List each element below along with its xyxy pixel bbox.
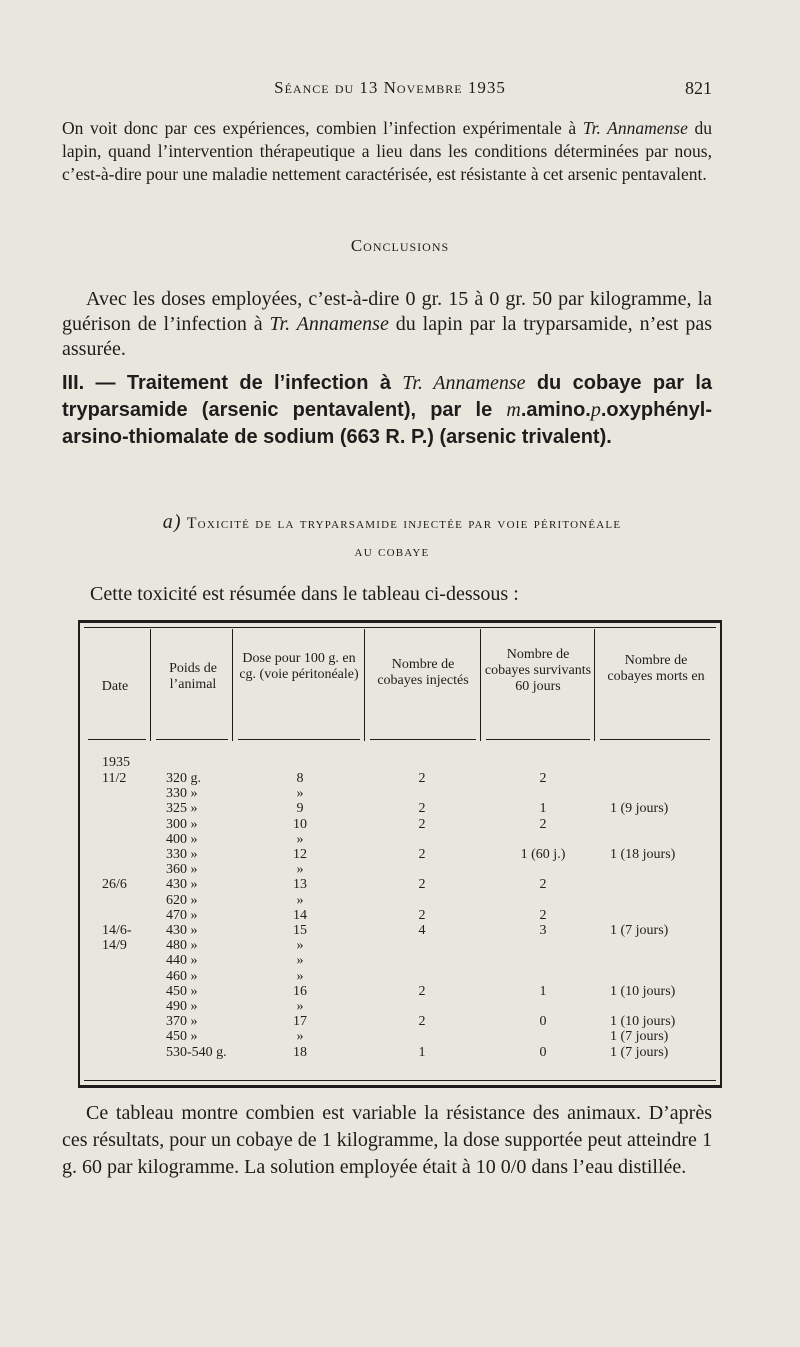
table-cell: 470 » [166, 907, 198, 923]
table-cell: 11/2 [102, 771, 127, 786]
table-cell: 1 [418, 1044, 426, 1060]
paragraph-conclusions: Avec les doses employées, c’est-à-dire 0 gr. 15 à 0 gr. 50 par kilogramme, la guérison de l’infection à Tr. Annamense du lapin par la tryparsamide, n’est pas assurée. [62, 288, 713, 360]
table-cell: 460 » [166, 968, 198, 984]
table-cell: 330 » [166, 847, 198, 862]
table-cell: 2 [418, 816, 426, 832]
table-cell: 330 » [166, 786, 198, 802]
table-cell: 1 (18 jours) [610, 847, 676, 862]
table-cell: 2 [418, 907, 426, 923]
table-cell: 2 [539, 877, 547, 893]
table-cell: 17 [293, 1014, 307, 1030]
table-cell: 0 [539, 1044, 547, 1060]
table-cell: » [296, 953, 304, 969]
page-number: 821 [685, 78, 712, 98]
running-header [60, 78, 720, 104]
table-cell: 300 » [166, 816, 198, 832]
table-cell: 18 [293, 1044, 307, 1060]
table-cell: 490 » [166, 999, 198, 1014]
table-cell: 450 » [166, 1029, 198, 1045]
subheading-toxicite: a) Toxicité de la tryparsamide injectée par voie péritonéale au cobaye [162, 511, 622, 560]
table-cell: 1 (10 jours) [610, 1014, 676, 1030]
table-cell: 1 [539, 801, 547, 817]
table-cell: 430 » [166, 877, 198, 893]
table-cell: 370 » [166, 1014, 198, 1030]
table-cell: 1 (7 jours) [610, 923, 669, 938]
table-cell: 1 (7 jours) [610, 1029, 669, 1045]
table-cell: 14 [293, 907, 307, 923]
table-cell: 26/6 [102, 877, 127, 893]
table-cell: 2 [418, 771, 426, 786]
table-cell: » [296, 862, 304, 878]
col-header-morts: Nombre de cobayes morts en [607, 653, 705, 684]
col-header-survivants: Nombre de cobayes survivants 60 jours [484, 647, 592, 694]
table-cell: » [296, 1029, 304, 1045]
table-cell: » [296, 938, 304, 954]
table-cell: 430 » [166, 923, 198, 938]
col-header-poids: Poids de l’animal [169, 661, 217, 692]
table-cell: 2 [418, 877, 426, 893]
table-cell: 14/9 [102, 938, 127, 954]
table-cell: 8 [296, 771, 304, 786]
table-cell: 450 » [166, 983, 198, 999]
paragraph-conclusion-table: Ce tableau montre combien est variable la résistance des animaux. D’après ces résultats, pour un cobaye de 1 kilogramme, la dose supportée peut atteindre 1 g. 60 par kilogramme. La solution employée était à 10 0/0 dans l’eau distillée. [62, 1102, 712, 1178]
col-header-injectes: Nombre de cobayes injectés [377, 657, 469, 688]
table-cell: » [296, 968, 304, 984]
table-cell: 2 [418, 1014, 426, 1030]
table-cell: 1 (10 jours) [610, 983, 676, 999]
table-cell: 440 » [166, 953, 198, 969]
table-cell: » [296, 786, 304, 802]
table-cell: 1 (7 jours) [610, 1044, 669, 1060]
table-cell: 360 » [166, 862, 198, 878]
conclusions-heading: Conclusions [350, 236, 450, 255]
table-cell: 2 [539, 771, 547, 786]
table-cell: » [296, 999, 304, 1014]
section-heading-iii: III. — Traitement de l’infection à Tr. Annamense du cobaye par la tryparsamide (arsenic pentavalent), par le m.amino.p.oxyphényl-arsino-thiomalate de sodium (663 R. P.) (arsenic trivalent). [62, 372, 713, 448]
col-header-dose: Dose pour 100 g. en cg. (voie péritonéale) [239, 651, 359, 682]
table-cell: 2 [418, 983, 426, 999]
table-cell: 1 (60 j.) [520, 847, 566, 862]
paragraph-intro: On voit donc par ces expériences, combien l’infection expérimentale à Tr. Annamense du lapin, quand l’intervention thérapeutique a lieu dans les conditions déterminées par nous, c’est-à-dire pour une maladie nettement caractérisée, est résistante à cet arsenic pentavalent. [62, 118, 713, 184]
table-cell: 530-540 g. [166, 1044, 227, 1060]
header-title: Séance du 13 Novembre 1935 [274, 78, 506, 97]
table-cell: 15 [293, 923, 307, 938]
table-cell: 10 [293, 816, 307, 832]
table-cell: 320 g. [166, 771, 201, 786]
table-cell: 3 [539, 923, 547, 938]
col-header-date: Date [101, 679, 129, 694]
table-cell: » [296, 831, 304, 847]
table-cell: 325 » [166, 801, 198, 817]
table-year: 1935 [102, 755, 130, 770]
table-cell: 1 (9 jours) [610, 801, 669, 817]
table-cell: 400 » [166, 831, 198, 847]
table-cell: » [296, 892, 304, 908]
table-cell: 1 [539, 983, 547, 999]
table-cell: 12 [293, 847, 307, 862]
table-cell: 16 [293, 983, 307, 999]
table-cell: 2 [539, 907, 547, 923]
table-cell: 9 [296, 801, 304, 817]
table-cell: 2 [418, 847, 426, 862]
table-cell: 4 [418, 923, 426, 938]
table-cell: 0 [539, 1014, 547, 1030]
table-cell: 480 » [166, 938, 198, 954]
table-cell: 2 [539, 816, 547, 832]
table-cell: 13 [293, 877, 307, 893]
table-cell: 2 [418, 801, 426, 817]
table-cell: 14/6- [102, 923, 132, 938]
paragraph-table-intro: Cette toxicité est résumée dans le tableau ci-dessous : [90, 583, 519, 605]
toxicity-table [78, 620, 722, 1088]
table-cell: 620 » [166, 892, 198, 908]
